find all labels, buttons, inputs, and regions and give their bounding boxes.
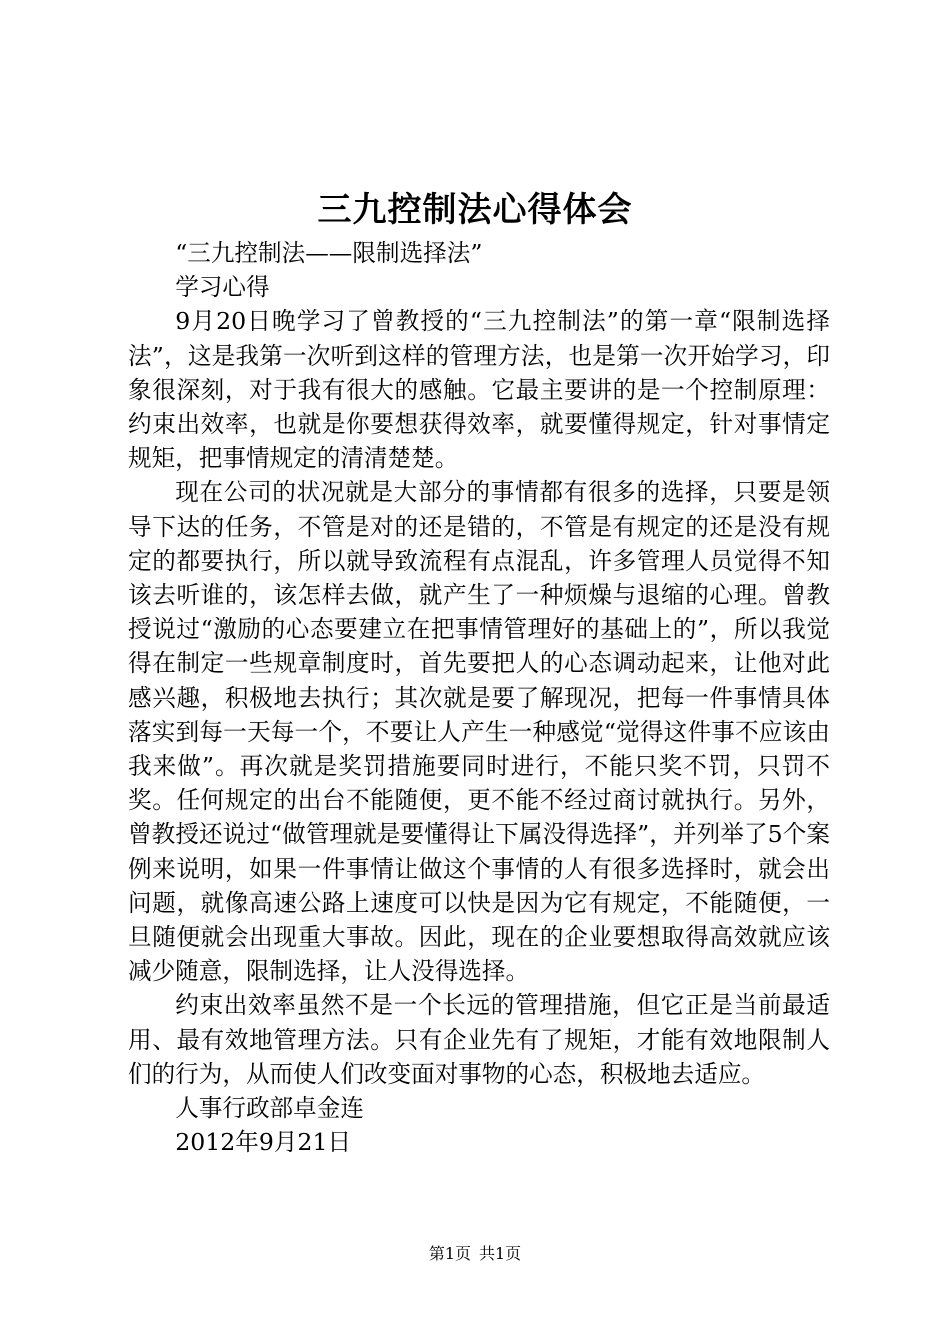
body-paragraph-2: 现在公司的状况就是大部分的事情都有很多的选择，只要是领导下达的任务，不管是对的还是错的，不管是有规定的还是没有规定的都要执行，所以就导致流程有点混乱，许多管理人员觉得不知该去听谁的，该怎样去做，就产生了一种烦燥与退缩的心理。曾教授说过“激励的心态要建立在把事情管理好的基础上的”，所以我觉得在制定一些规章制度时，首先要把人的心态调动起来，让他对此感兴趣，积极地去执行；其次就是要了解现况，把每一件事情具体落实到每一天每一个，不要让人产生一种感觉“觉得这件事不应该由我来做”。再次就是奖罚措施要同时进行，不能只奖不罚，只罚不奖。任何规定的出台不能随便，更不能不经过商讨就执行。另外，曾教授还说过“做管理就是要懂得让下属没得选择”，并列举了5个案例来说明，如果一件事情让做这个事情的人有很多选择时，就会出问题，就像高速公路上速度可以快是因为它有规定，不能随便，一旦随便就会出现重大事故。因此，现在的企业要想取得高效就应该减少随意，限制选择，让人没得选择。 [128, 478, 830, 986]
page-number: 第1页 [428, 1244, 471, 1263]
body-paragraph-3: 约束出效率虽然不是一个长远的管理措施，但它正是当前最适用、最有效地管理方法。只有企业先有了规矩，才能有效地限制人们的行为，从而使人们改变面对事物的心态，积极地去适应。 [128, 991, 830, 1088]
author-line: 人事行政部卓金连 [175, 1094, 364, 1123]
document-title: 三九控制法心得体会 [317, 190, 633, 230]
page-footer [0, 1243, 950, 1265]
body-paragraph-1: 9月20日晚学习了曾教授的“三九控制法”的第一章“限制选择法”，这是我第一次听到这样的管理方法，也是第一次开始学习，印象很深刻，对于我有很大的感触。它最主要讲的是一个控制原理：约束出效率，也就是你要想获得效率，就要懂得规定，针对事情定规矩，把事情规定的清清楚楚。 [128, 307, 830, 473]
subtitle-line: “三九控制法——限制选择法” [175, 239, 483, 267]
subtitle-line-2: 学习心得 [175, 273, 270, 302]
page-total: 共1页 [479, 1244, 522, 1263]
document-body [128, 236, 830, 1159]
date-line: 2012年9月21日 [175, 1128, 352, 1157]
